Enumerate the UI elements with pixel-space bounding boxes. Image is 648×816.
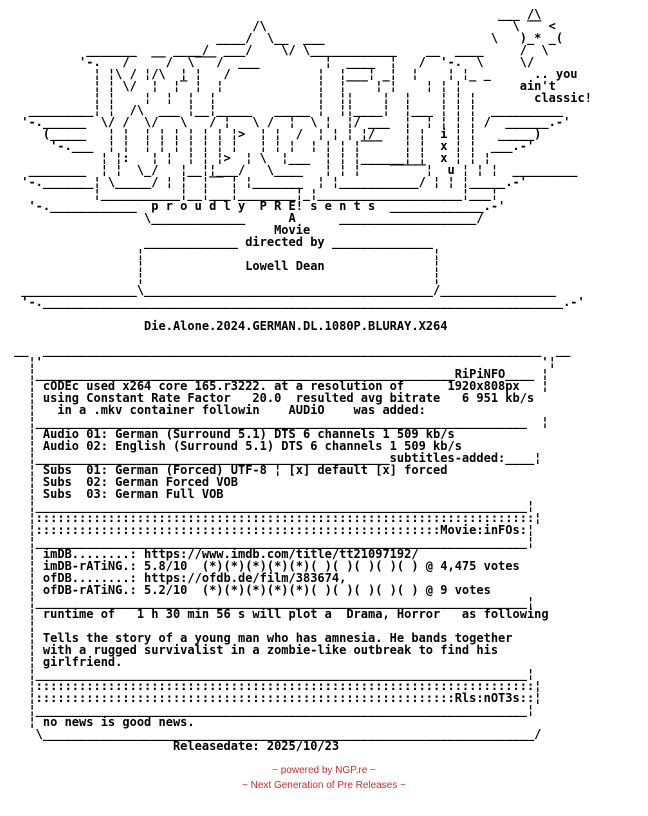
nfo-line: ¦____________________________________________________________________ ¦ <box>14 415 549 429</box>
nfo-line: ¦___________¦__¦___¦________¦_¦____________________¦___¦ <box>14 187 499 201</box>
nfo-line: ¦_________________________________________________subtitles-added:____¦ <box>14 451 542 465</box>
nfo-line: ¦ imDB........: https://www.imdb.com/title/tt21097192/ <box>14 547 419 561</box>
nfo-line: ¦ with a rugged survivalist in a zombie-like outbreak to find his <box>14 643 499 657</box>
nfo-line: ¦::::::::::::::::::::::::::::::::::::::::::::::::::::::::::Rls:nOT3s::¦ <box>14 691 542 705</box>
nfo-line: ¦ Subs 01: German (Forced) UTF-8 ¦ [x] default [x] forced <box>14 463 448 477</box>
nfo-line: ¦ cODEc used x264 core 165.r3222. at a resolution of 1920x808px ¦ <box>14 379 549 393</box>
nfo-line: ¦::::::::::::::::::::::::::::::::::::::::::::::::::::::::Movie:inFOs:¦ <box>14 523 535 537</box>
nfo-line: ¦ ¦: ¦ ¦ ¦ ¦ ¦> ¦ \ ¦___ ¦ ¦ ¦______¦ ¦ x ¦ ¦ ¦ <box>14 151 491 165</box>
nfo-line: ¦ Subs 03: German Full VOB <box>14 487 224 501</box>
nfo-line: ¦____________________________________________________________________¦ <box>14 535 535 549</box>
nfo-line: ¦____________________________________________________________________¦ <box>14 499 535 513</box>
nfo-line: ____/ \__ ___ \ )_* _( <box>14 31 564 45</box>
nfo-line: ¦ no news is good news. <box>14 715 195 729</box>
nfo-text <box>14 8 592 752</box>
nfo-line: '-.___ ¦ ¦ ¦ ¦ ¦ ¦ ¦ ¦ ¦ ¦ ¦ ¦ ¦ ¦ ¦ ¦‾‾‾ ¦ ¦ x ¦ ¦ ___.-' <box>14 139 535 153</box>
nfo-line: ¦ Lowell Dean ¦ <box>14 259 441 273</box>
nfo-line: ¦____________________________________________________________________¦ <box>14 703 535 717</box>
nfo-line: ¦ Audio 02: English (Surround 5.1) DTS 6 channels 1 509 kb/s <box>14 439 462 453</box>
nfo-line: ¦ imDB-rATiNG.: 5.8/10 (*)(*)(*)(*)(*)( )( )( )( )( ) @ 4,475 votes <box>14 559 520 573</box>
nfo-line: ¦ using Constant Rate Factor 20.0 resulted avg bitrate 6 951 kb/s <box>14 391 535 405</box>
nfo-line: ________________\________________________________________/________________ <box>14 283 556 297</box>
nfo-line: ¦ Audio 01: German (Surround 5.1) DTS 6 channels 1 509 kb/s <box>14 427 455 441</box>
nfo-line: ¦ in a .mkv container followin AUDiO was added: <box>14 403 426 417</box>
nfo-line: '-._______¦ \_____/ ¦ ¦ ¦‾‾ ¦ ¦_______ ¦ ¦___________/ ¦ ¦ ¦_____.-' <box>14 175 527 189</box>
nfo-line: Movie <box>14 223 311 237</box>
tagline-credit: ~ Next Generation of Pre Releases ~ <box>242 780 406 791</box>
nfo-line: '-.______ \/ / \/ \ / ¦ \ / ¦ \ ¦ ¦/ ___ ¦ ¦ ¦ ¦ ¦ / ______.-' <box>14 115 571 129</box>
nfo-line: ¦:::::::::::::::::::::::::::::::::::::::::::::::::::::::::::::::::::::¦ <box>14 679 542 693</box>
nfo-line: ¦ ¦\ / ¦/\ ¦ ¦ / ¦ ¦ ¦ ¦ ¦ ¦ ¦ _ .. you <box>14 67 578 81</box>
nfo-line: ¦__________________________________________________________RiPiNFO____ ¦ <box>14 367 549 381</box>
nfo-line: ¦ Subs 02: German Forced VOB <box>14 475 238 489</box>
nfo-line: ¦ ¦ \/ ¦ ¦‾ ¦ ¦ ¦ ¦‾‾‾ ¦‾¦ ¦ ¦ ¦ ‾ ain't <box>14 79 556 93</box>
nfo-line: (_____ ¦ ¦ ¦ ¦ ¦ ¦ ¦ ¦ ¦> ¦ ¦ / ¦ ¦ ¦ ¦/ ¦ ¦ i ¦ ¦ _____) <box>14 127 542 141</box>
nfo-line: Releasedate: 2025/10/23 <box>14 739 340 753</box>
nfo-line: _________¦ ¦ /\ ___ ¦__¦_____ _____ ¦ ¦¦____¦ ¦___ ¦ ¦ ¦ __________ <box>14 103 564 117</box>
nfo-line: ¦____________________________________________________________________¦ <box>14 595 535 609</box>
nfo-line: ¦ ¦ <box>14 247 441 261</box>
nfo-line: \____________________________________________________________________/ <box>14 727 542 741</box>
nfo-line: __ _____________________________________________________________________ __ <box>14 343 571 357</box>
powered-by-credit: ~ powered by NGP.re ~ <box>272 765 376 776</box>
nfo-line: ¦ ¦ ¦ ¦ ¦ ¦ ¦ ¦¦ ¦ ¦ ¦ ¦ ¦ classic! <box>14 91 592 105</box>
nfo-line: _____________ directed by ______________ <box>14 235 434 249</box>
nfo-line: ¦ Tells the story of a young man who has amnesia. He bands together <box>14 631 513 645</box>
nfo-line: ¦ runtime of 1 h 30 min 56 s will plot a Drama, Horror as following <box>14 607 549 621</box>
nfo-line: '-.________________________________________________________________________.-' <box>14 295 585 309</box>
nfo-line: ¦ <box>14 619 36 633</box>
nfo-line: Die.Alone.2024.GERMAN.DL.1080P.BLURAY.X264 <box>14 319 448 333</box>
nfo-line: ¦____________________________________________________________________¦ <box>14 667 535 681</box>
nfo-line: ¦' '¦ <box>14 355 556 369</box>
nfo-line: ________ ¦ ¦ \_/ ¦__¦¦___/ \____ ¦ ¦ ¦ ‾‾‾‾‾¦ u ¦ ¦ ¦ _________ <box>14 163 578 177</box>
nfo-line: /\ \ ‾‾ < <box>14 19 556 33</box>
nfo-line: \_____________ A ___________________/ <box>14 211 484 225</box>
nfo-line: _______ ____/ ___/ \/ \____________ __ ____ / \ <box>14 43 549 57</box>
nfo-line: '-. / ‾‾/ \‾‾‾/ ___ ¦ ____ ¦ / '-. \ \/ <box>14 55 535 69</box>
nfo-line: ___ /\ <box>14 7 542 21</box>
nfo-line: ¦ ¦ <box>14 271 441 285</box>
nfo-line: ¦ ofDB-rATiNG.: 5.2/10 (*)(*)(*)(*)(*)( )( )( )( )( ) @ 9 votes <box>14 583 491 597</box>
nfo-line: ¦:::::::::::::::::::::::::::::::::::::::::::::::::::::::::::::::::::::¦ <box>14 511 542 525</box>
nfo-line: ¦ ofDB........: https://ofdb.de/film/383674, <box>14 571 347 585</box>
nfo-line: '-.____________ p r o u d l y P R E! s e n t s _____________.-' <box>14 199 506 213</box>
nfo-line: ¦ girlfriend. <box>14 655 123 669</box>
